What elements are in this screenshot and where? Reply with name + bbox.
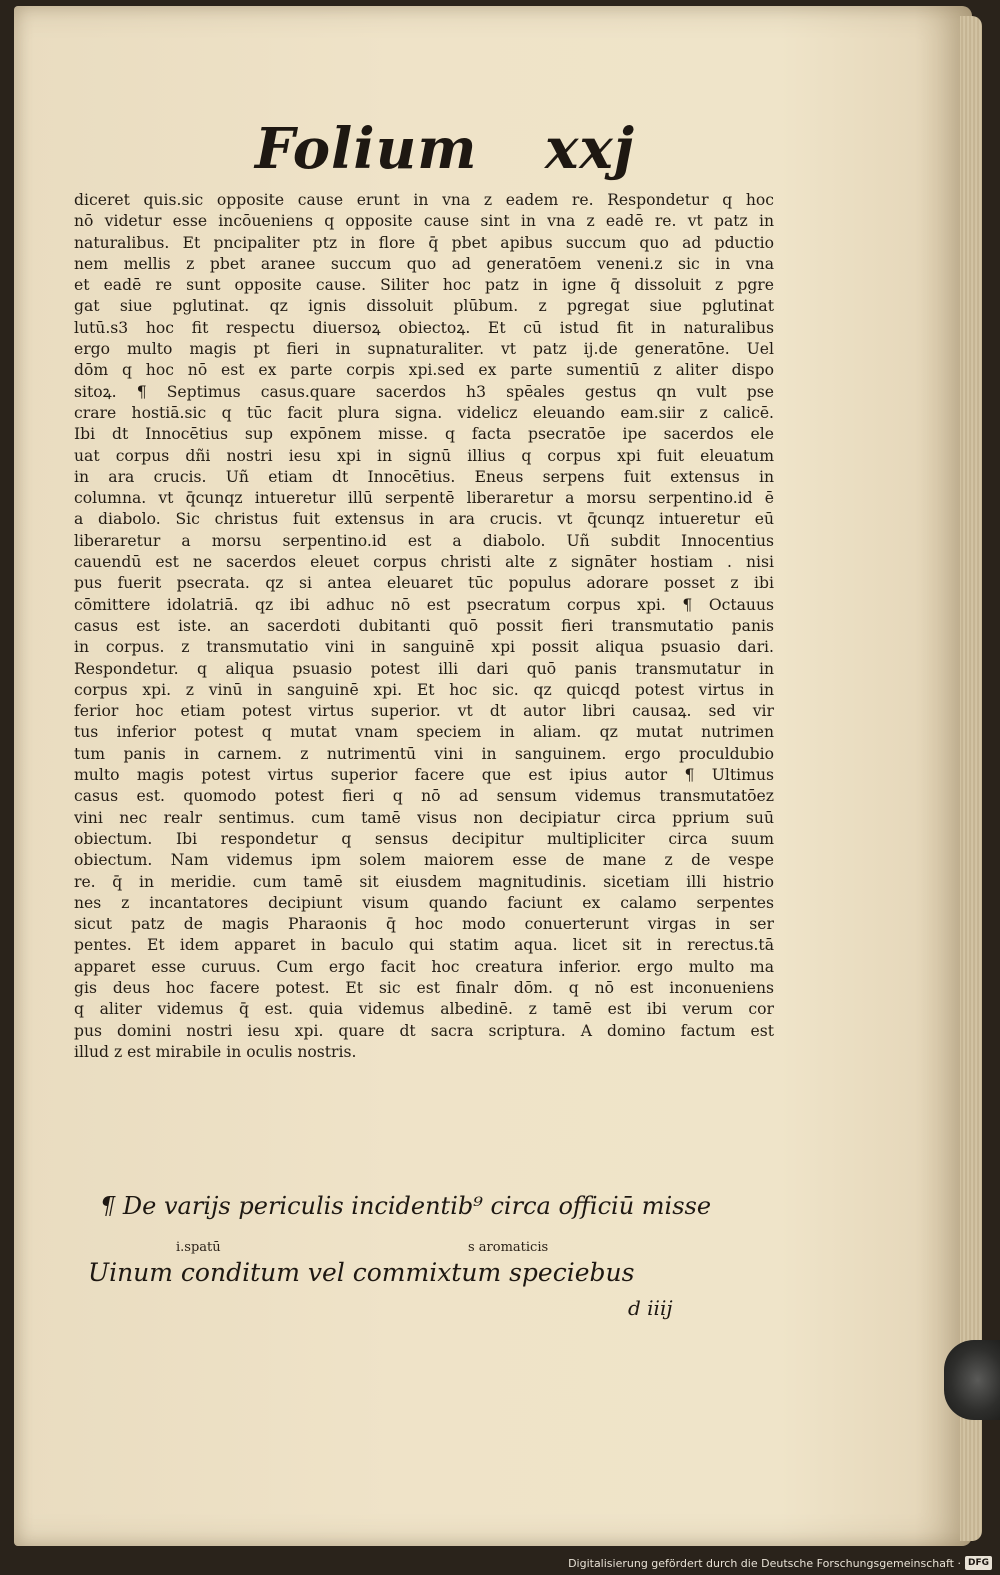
dfg-logo-icon: DFG (965, 1556, 992, 1570)
text-line: lutū.s3 hoc fit respectu diuersoꝝ obiectoꝝ. Et cū istud fit in naturalibus (74, 318, 774, 337)
text-line: gat siue pglutinat. qz ignis dissoluit plūbum. z pgregat siue pglutinat (74, 297, 774, 316)
text-line: nem mellis z pbet aranee succum quo ad generatōem veneni.z sic in vna (74, 254, 774, 273)
text-line: nes z incantatores decipiunt visum quando faciunt ex calamo serpentes (74, 893, 774, 912)
folio-number: xxj (544, 116, 635, 182)
text-line: tum panis in carnem. z nutrimentū vini in sanguinem. ergo proculdubio (74, 744, 774, 763)
interlinear-gloss: s aromaticis (468, 1240, 549, 1255)
text-line: obiectum. Nam videmus ipm solem maiorem esse de mane z de vespe (74, 851, 774, 870)
text-line: q aliter videmus q̄ est. quia videmus albedinē. z tamē est ibi verum cor (74, 1000, 774, 1019)
text-line: Respondetur. q aliqua psuasio potest illi dari quō panis transmutatur in (74, 659, 774, 678)
text-line: naturalibus. Et pncipaliter ptz in flore q̄ pbet apibus succum quo ad pductio (74, 233, 774, 252)
text-line: Ibi dt Innocētius sup expōnem misse. q facta psecratōe ipe sacerdos ele (74, 425, 774, 444)
text-line: pus fuerit psecrata. qz si antea eleuaret tūc populus adorare posset z ibi (74, 574, 774, 593)
text-line: vini nec realr sentimus. cum tamē visus non decipiatur circa pprium suū (74, 808, 774, 827)
credit-text: Digitalisierung gefördert durch die Deutsche Forschungsgemeinschaft · (568, 1556, 961, 1570)
text-line: in corpus. z transmutatio vini in sanguinē xpi possit aliqua psuasio dari. (74, 638, 774, 657)
body-text (74, 190, 774, 1180)
text-line: uat corpus dñi nostri iesu xpi in signū illius q corpus xpi fuit eleuatum (74, 446, 774, 465)
text-line: re. q̄ in meridie. cum tamē sit eiusdem magnitudinis. sicetiam illi histrio (74, 872, 774, 891)
text-line: cōmittere idolatriā. qz ibi adhuc nō est psecratum corpus xpi. ¶ Octauus (74, 595, 774, 614)
text-line: pus domini nostri iesu xpi. quare dt sacra scriptura. A domino factum est (74, 1021, 774, 1040)
text-line: sicut patz de magis Pharaonis q̄ hoc modo conuerterunt virgas in ser (74, 915, 774, 934)
signature-mark: d iiij (628, 1296, 673, 1320)
text-line: multo magis potest virtus superior facere que est ipius autor ¶ Ultimus (74, 766, 774, 785)
text-line: ferior hoc etiam potest virtus superior. vt dt autor libri causaꝝ. sed vir (74, 702, 774, 721)
text-line: obiectum. Ibi respondetur q sensus decipitur multipliciter circa suum (74, 829, 774, 848)
text-line: et eadē re sunt opposite cause. Siliter hoc patz in igne q̄ dissoluit z pgre (74, 276, 774, 295)
running-header (255, 116, 635, 186)
text-line: crare hostiā.sic q tūc facit plura signa. videlicz eleuando eam.siir z calicē. (74, 403, 774, 422)
digitization-credit (568, 1555, 992, 1571)
text-line: apparet esse curuus. Cum ergo facit hoc creatura inferior. ergo multo ma (74, 957, 774, 976)
page-edge (960, 16, 982, 1541)
text-line: illud z est mirabile in oculis nostris. (74, 1042, 357, 1061)
section-heading: ¶ De varijs periculis incidentib⁹ circa officiū misse (100, 1192, 712, 1220)
text-line: nō videtur esse incōueniens q opposite cause sint in vna z eadē re. vt patz in (74, 212, 774, 231)
text-line: columna. vt q̄cunqz intueretur illū serpentē liberaretur a morsu serpentino.id ē (74, 489, 774, 508)
text-line: corpus xpi. z vinū in sanguinē xpi. Et hoc sic. qz quicqd potest virtus in (74, 680, 774, 699)
text-line: tus inferior potest q mutat vnam speciem in aliam. qz mutat nutrimen (74, 723, 774, 742)
text-line: a diabolo. Sic christus fuit extensus in ara crucis. vt q̄cunqz intueretur eū (74, 510, 774, 529)
lemma-line: Uinum conditum vel commixtum speciebus (88, 1258, 635, 1287)
text-line: liberaretur a morsu serpentino.id est a diabolo. Uñ subdit Innocentius (74, 531, 774, 550)
text-line: gis deus hoc facere potest. Et sic est finalr dōm. q nō est inconueniens (74, 978, 774, 997)
text-line: diceret quis.sic opposite cause erunt in vna z eadem re. Respondetur q hoc (74, 191, 774, 209)
text-line: dōm q hoc nō est ex parte corpis xpi.sed ex parte sumentiū z aliter dispo (74, 361, 774, 380)
text-line: sitoꝝ. ¶ Septimus casus.quare sacerdos h3 spēales gestus qn vult pse (74, 382, 774, 401)
text-line: casus est iste. an sacerdoti dubitanti quō possit fieri transmutatio panis (74, 616, 774, 635)
text-line: casus est. quomodo potest fieri q nō ad sensum videmus transmutatōez (74, 787, 774, 806)
text-line: cauendū est ne sacerdos eleuet corpus christi alte z signāter hostiam . nisi (74, 553, 774, 572)
book-clamp (944, 1340, 1000, 1420)
text-line: ergo multo magis pt fieri in supnaturaliter. vt patz ij.de generatōne. Uel (74, 340, 774, 359)
text-line: pentes. Et idem apparet in baculo qui statim aqua. licet sit in rerectus.tā (74, 936, 774, 955)
text-line: in ara crucis. Uñ etiam dt Innocētius. Eneus serpens fuit extensus in (74, 467, 774, 486)
interlinear-gloss: i.spatū (176, 1240, 221, 1255)
running-title: Folium (255, 116, 478, 182)
